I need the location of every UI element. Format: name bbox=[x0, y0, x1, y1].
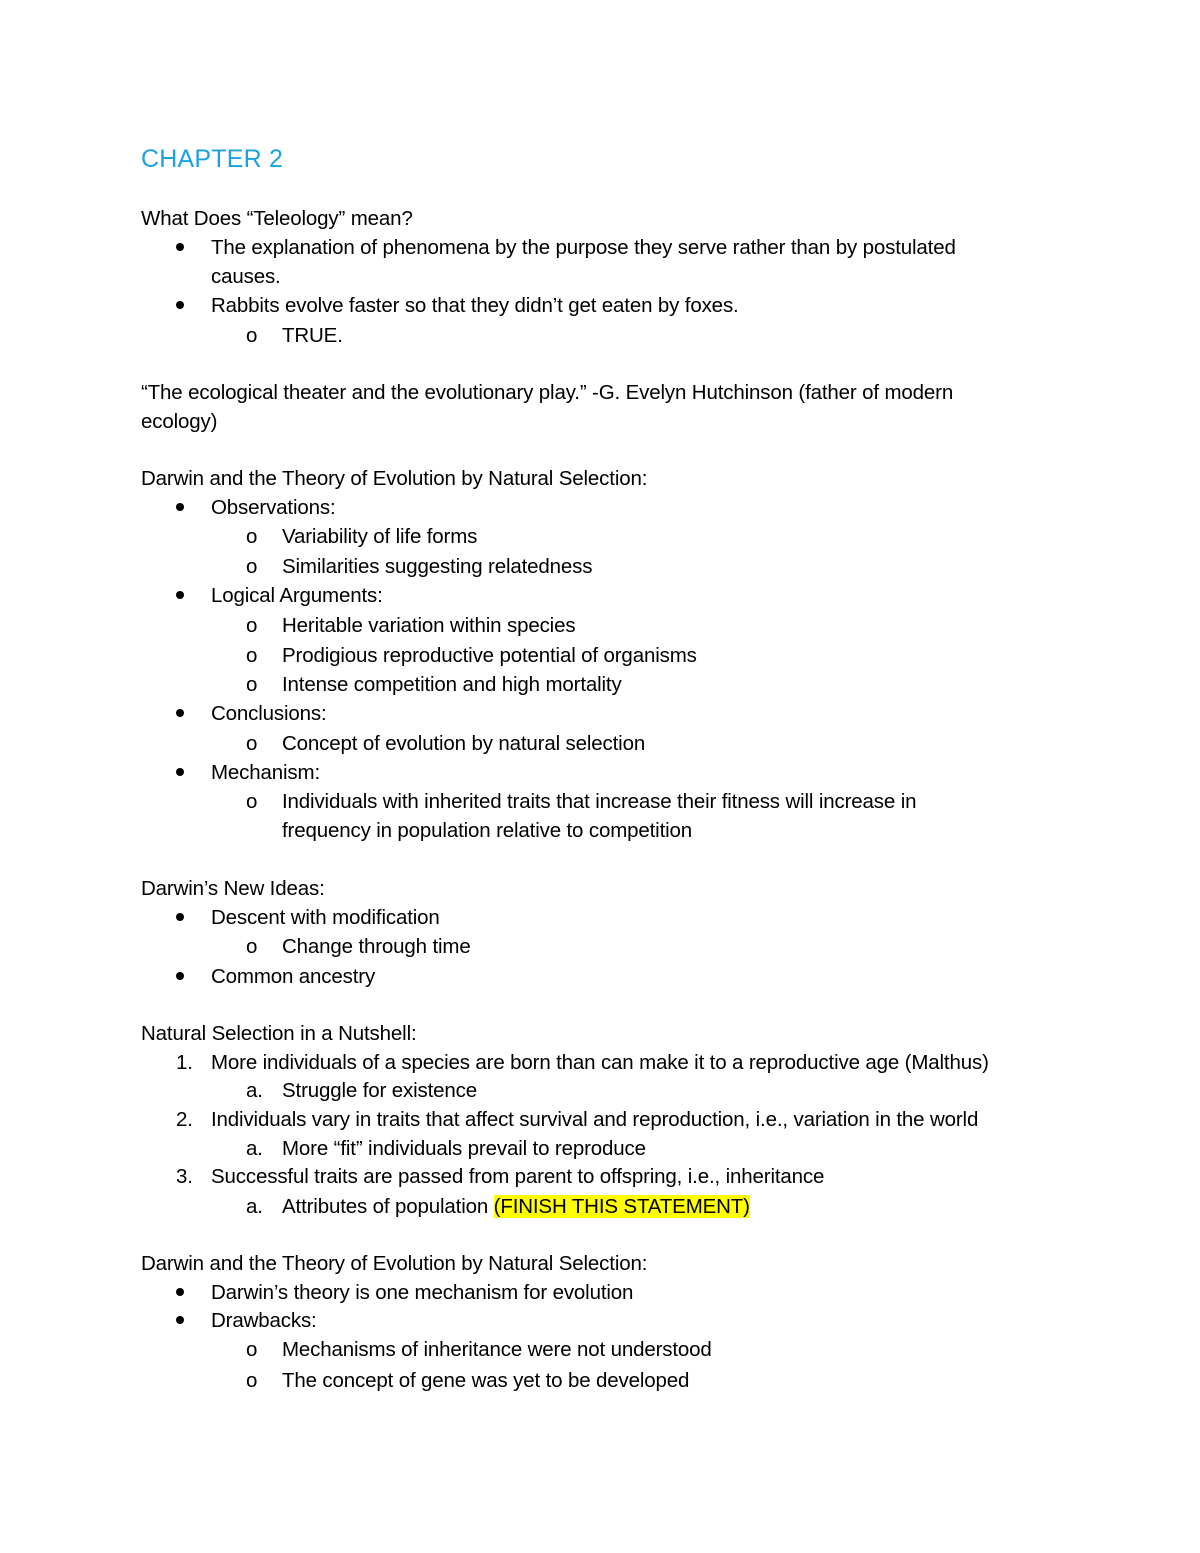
bullet-icon bbox=[176, 301, 184, 309]
list-item: The explanation of phenomena by the purpose they serve rather than by postulated bbox=[211, 236, 956, 259]
bullet-icon bbox=[176, 709, 184, 717]
sub-list-item: Heritable variation within species bbox=[282, 614, 576, 637]
darwin-heading: Darwin and the Theory of Evolution by Natural Selection: bbox=[141, 467, 648, 490]
list-item: Drawbacks: bbox=[211, 1309, 317, 1332]
list-number: 1. bbox=[176, 1051, 193, 1074]
teleology-heading: What Does “Teleology” mean? bbox=[141, 207, 413, 230]
sub-list-item: The concept of gene was yet to be developed bbox=[282, 1369, 690, 1392]
bullet-icon bbox=[176, 972, 184, 980]
sub-list-item: Concept of evolution by natural selection bbox=[282, 732, 646, 755]
bullet-icon bbox=[176, 1288, 184, 1296]
bullet-icon bbox=[176, 243, 184, 251]
sub-list-item: Similarities suggesting relatedness bbox=[282, 555, 593, 578]
bullet-icon bbox=[176, 591, 184, 599]
sub-bullet-icon: o bbox=[246, 555, 258, 578]
numbered-item: Individuals vary in traits that affect survival and reproduction, i.e., variation in the world bbox=[211, 1108, 979, 1131]
sub-list-item: Variability of life forms bbox=[282, 525, 478, 548]
list-item-continuation: causes. bbox=[211, 265, 281, 288]
numbered-item: More individuals of a species are born than can make it to a reproductive age (Malthus) bbox=[211, 1051, 989, 1074]
sub-bullet-icon: o bbox=[246, 644, 258, 667]
chapter-title: CHAPTER 2 bbox=[141, 145, 284, 173]
list-item: Mechanism: bbox=[211, 761, 321, 784]
sub-list-item-continuation: frequency in population relative to competition bbox=[282, 819, 693, 842]
sub-bullet-icon: o bbox=[246, 1369, 258, 1392]
sub-list-item: Prodigious reproductive potential of organisms bbox=[282, 644, 697, 667]
sub-bullet-icon: o bbox=[246, 673, 258, 696]
quote-text: “The ecological theater and the evolutionary play.” -G. Evelyn Hutchinson (father of modern bbox=[141, 381, 954, 404]
list-item: Common ancestry bbox=[211, 965, 376, 988]
sub-list-item: Mechanisms of inheritance were not understood bbox=[282, 1338, 712, 1361]
numbered-item: Successful traits are passed from parent to offspring, i.e., inheritance bbox=[211, 1165, 825, 1188]
nutshell-heading: Natural Selection in a Nutshell: bbox=[141, 1022, 417, 1045]
bullet-icon bbox=[176, 913, 184, 921]
sub-bullet-icon: o bbox=[246, 790, 258, 813]
highlighted-note: (FINISH THIS STATEMENT) bbox=[493, 1195, 750, 1218]
list-item: Conclusions: bbox=[211, 702, 327, 725]
list-item: Darwin’s theory is one mechanism for evolution bbox=[211, 1281, 634, 1304]
sub-list-item: Change through time bbox=[282, 935, 471, 958]
list-letter: a. bbox=[246, 1079, 263, 1102]
sub-bullet-icon: o bbox=[246, 1338, 258, 1361]
sub-bullet-icon: o bbox=[246, 732, 258, 755]
darwin-heading-2: Darwin and the Theory of Evolution by Natural Selection: bbox=[141, 1252, 648, 1275]
bullet-icon bbox=[176, 768, 184, 776]
sub-bullet-icon: o bbox=[246, 935, 258, 958]
bullet-icon bbox=[176, 503, 184, 511]
sub-list-item: TRUE. bbox=[282, 324, 343, 347]
bullet-icon bbox=[176, 1316, 184, 1324]
list-letter: a. bbox=[246, 1137, 263, 1160]
list-item: Descent with modification bbox=[211, 906, 440, 929]
lettered-item: Struggle for existence bbox=[282, 1079, 477, 1102]
sub-bullet-icon: o bbox=[246, 614, 258, 637]
list-item: Rabbits evolve faster so that they didn’t get eaten by foxes. bbox=[211, 294, 739, 317]
sub-list-item: Intense competition and high mortality bbox=[282, 673, 622, 696]
sub-list-item: Individuals with inherited traits that increase their fitness will increase in bbox=[282, 790, 917, 813]
list-number: 3. bbox=[176, 1165, 193, 1188]
list-item: Observations: bbox=[211, 496, 336, 519]
sub-bullet-icon: o bbox=[246, 324, 258, 347]
list-item: Logical Arguments: bbox=[211, 584, 383, 607]
sub-bullet-icon: o bbox=[246, 525, 258, 548]
list-letter: a. bbox=[246, 1195, 263, 1218]
lettered-item-text: Attributes of population bbox=[282, 1195, 494, 1218]
lettered-item: More “fit” individuals prevail to reproduce bbox=[282, 1137, 646, 1160]
lettered-item bbox=[282, 1192, 750, 1221]
new-ideas-heading: Darwin’s New Ideas: bbox=[141, 877, 325, 900]
quote-text-continuation: ecology) bbox=[141, 410, 218, 433]
list-number: 2. bbox=[176, 1108, 193, 1131]
